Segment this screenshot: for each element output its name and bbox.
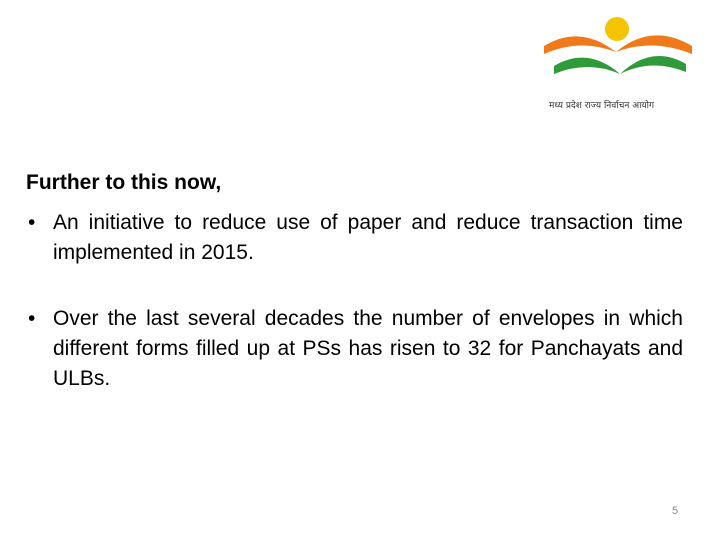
bullet-item <box>26 304 683 394</box>
bullet-text: Over the last several decades the number of envelopes in which different forms filled up at PSs has risen to 32 for Panchayats and ULBs. <box>53 307 683 390</box>
election-commission-logo <box>540 12 702 122</box>
bullet-item <box>26 208 683 268</box>
logo-sun-icon <box>605 17 629 41</box>
bullet-text: An initiative to reduce use of paper and reduce transaction time implemented in 2015. <box>53 211 683 264</box>
logo-emblem-icon <box>540 12 702 102</box>
logo-saffron-right-icon <box>616 35 692 54</box>
logo-caption: मध्य प्रदेश राज्य निर्वाचन आयोग <box>549 101 655 111</box>
logo-saffron-left-icon <box>544 36 616 54</box>
bullet-list <box>26 208 686 394</box>
logo-green-right-icon <box>620 56 686 74</box>
slide-content <box>26 168 686 394</box>
bullet-dot-icon: • <box>28 307 36 330</box>
logo-green-left-icon <box>554 58 620 74</box>
slide-heading: Further to this now, <box>26 171 222 194</box>
page-number: 5 <box>671 505 679 517</box>
bullet-dot-icon: • <box>28 211 36 234</box>
